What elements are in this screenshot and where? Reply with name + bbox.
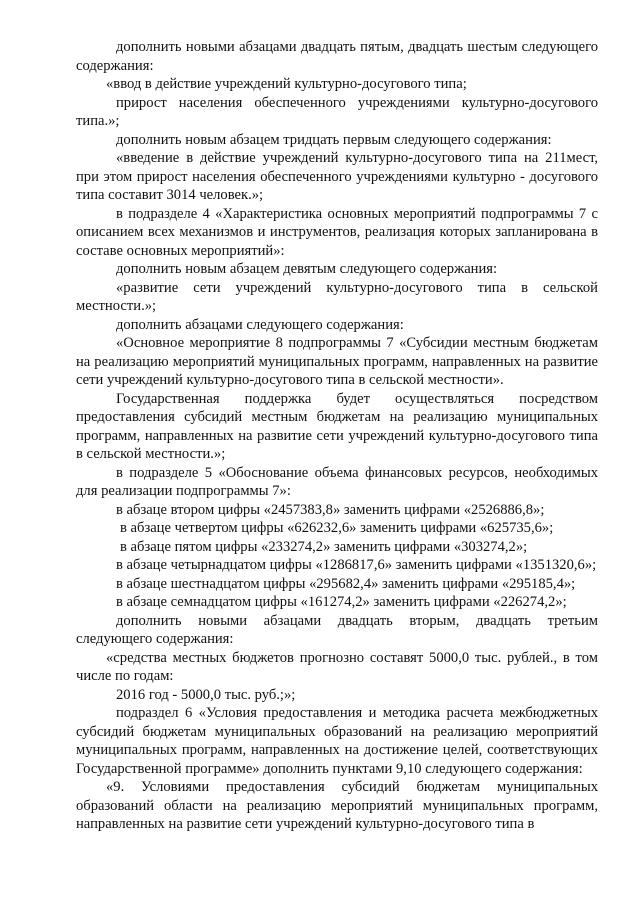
paragraph: в подразделе 5 «Обоснование объема финансовых ресурсов, необходимых для реализации подпрограммы 7»: (76, 464, 598, 499)
paragraph: дополнить абзацами следующего содержания: (116, 316, 404, 333)
document-page (76, 38, 598, 834)
paragraph: «Основное мероприятие 8 подпрограммы 7 «Субсидии местным бюджетам на реализацию мероприятий муниципальных программ, направленных на развитие сети учреждений культурно-досугового типа в сельской местности». (76, 335, 598, 388)
paragraph: в абзаце шестнадцатом цифры «295682,4» заменить цифрами «295185,4»; (116, 575, 576, 592)
paragraph: «ввод в действие учреждений культурно-досугового типа; (106, 76, 467, 92)
paragraph: дополнить новыми абзацами двадцать пятым, двадцать шестым следующего содержания: (76, 39, 598, 74)
paragraph: в абзаце четырнадцатом цифры «1286817,6» заменить цифрами «1351320,6»; (116, 557, 597, 573)
paragraph: Государственная поддержка будет осуществляться посредством предоставления субсидий местным бюджетам на реализацию муниципальных программ, направленных на развитие сети учреждений культурно-досугового типа в сельской местности.»; (76, 390, 598, 462)
paragraph: подраздел 6 «Условия предоставления и методика расчета межбюджетных субсидий бюджетам муниципальных образований на реализацию мероприятий муниципальных программ, направленных на достижение целей, соответствующих Государственной программе» дополнить пунктами 9,10 следующего содержания: (76, 705, 598, 777)
paragraph: в абзаце семнадцатом цифры «161274,2» заменить цифрами «226274,2»; (116, 594, 567, 610)
paragraph: в абзаце пятом цифры «233274,2» заменить цифрами «303274,2»; (120, 538, 528, 555)
paragraph: «введение в действие учреждений культурно-досугового типа на 211мест, при этом прирост населения обеспеченного учреждениями культурно - досугового типа составит 3014 человек.»; (76, 150, 598, 203)
paragraph: в подразделе 4 «Характеристика основных мероприятий подпрограммы 7 с описанием всех механизмов и инструментов, реализация которых запланирована в составе основных мероприятий»: (76, 205, 598, 259)
paragraph: прирост населения обеспеченного учреждениями культурно-досугового типа.»; (76, 94, 598, 129)
paragraph: «9. Условиями предоставления субсидий бюджетам муниципальных образований области на реализацию мероприятий муниципальных программ, направленных на развитие сети учреждений культурно-досугового типа в (76, 779, 598, 832)
paragraph: дополнить новым абзацем тридцать первым следующего содержания: (116, 131, 552, 148)
paragraph: дополнить новыми абзацами двадцать вторым, двадцать третьим следующего содержания: (76, 612, 598, 647)
paragraph: в абзаце втором цифры «2457383,8» заменить цифрами «2526886,8»; (116, 501, 545, 518)
paragraph: «средства местных бюджетов прогнозно составят 5000,0 тыс. рублей., в том числе по годам: (76, 649, 598, 684)
paragraph: 2016 год - 5000,0 тыс. руб.;»; (116, 686, 296, 703)
paragraph: в абзаце четвертом цифры «626232,6» заменить цифрами «625735,6»; (120, 520, 554, 536)
paragraph: «развитие сети учреждений культурно-досугового типа в сельской местности.»; (76, 279, 598, 314)
paragraph: дополнить новым абзацем девятым следующего содержания: (116, 261, 498, 277)
